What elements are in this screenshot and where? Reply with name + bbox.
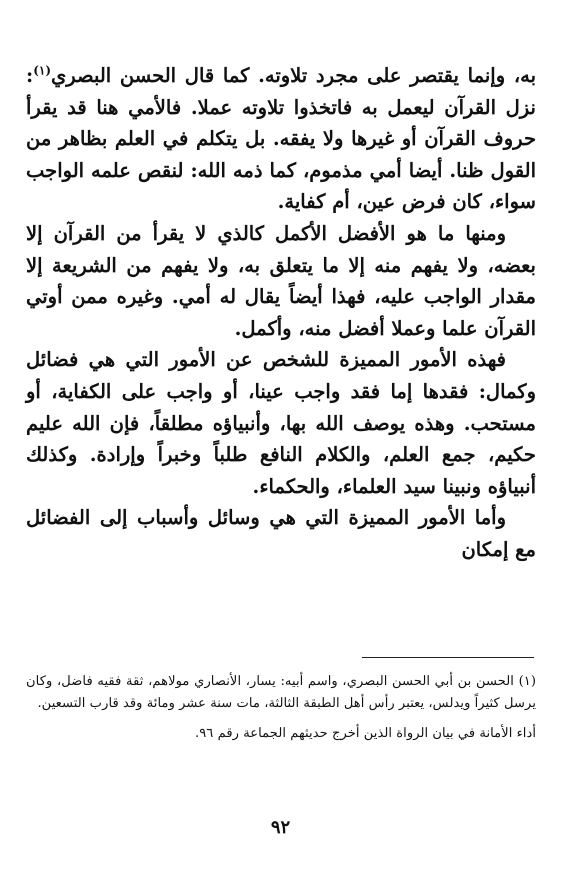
footnote-reference-1: (١) <box>33 63 52 78</box>
footnote-separator <box>362 657 534 658</box>
paragraph-2: ومنها ما هو الأفضل الأكمل كالذي لا يقرأ من القرآن إلا بعضه، ولا يفهم منه إلا ما يتعلق به، ولا يفهم من الشريعة إلا مقدار الواجب عليه، فهذا أيضاً يقال له أمي. وغيره ممن أوتي القرآن علما وعملا أفضل منه، وأكمل. <box>26 221 536 340</box>
footnote-1: (١) الحسن بن أبي الحسن البصري، واسم أبيه: يسار، الأنصاري مولاهم، ثقة فقيه فاضل، وكان يرسل كثيراً ويدلس، يعتبر رأس أهل الطبقة الثالثة، مات سنة عشر ومائة وقد قارب التسعين. <box>26 674 536 711</box>
paragraph-1-part-a: به، وإنما يقتصر على مجرد تلاوته. كما قال الحسن البصري <box>51 64 536 87</box>
paragraph-3: فهذه الأمور المميزة للشخص عن الأمور التي هي فضائل وكمال: فقدها إما فقد واجب عينا، أو واجب على الكفاية، أو مستحب. وهذه يوصف الله بها، وأنبياؤه مطلقاً، فإن الله عليم حكيم، جمع العلم، والكلام النافع طلباً وخبراً وإرادة. وكذلك أنبياؤه ونبينا سيد العلماء، والحكماء. <box>26 348 536 498</box>
main-text <box>26 60 536 566</box>
paragraph-1 <box>26 60 536 218</box>
footnotes <box>26 671 536 745</box>
page-number: ٩٢ <box>270 817 291 838</box>
paragraph-4: وأما الأمور المميزة التي هي وسائل وأسباب إلى الفضائل مع إمكان <box>26 506 536 561</box>
paragraph-1-part-b: : نزل القرآن ليعمل به فاتخذوا تلاوته عملا. فالأمي هنا قد يقرأ حروف القرآن أو غيرها ولا يفقه. بل يتكلم في العلم بظاهر من القول ظنا. أيضا أمي مذموم، كما ذمه الله: لنقص علمه الواجب سواء، كان فرض عين، أم كفاية. <box>26 64 536 214</box>
footnote-source: أداء الأمانة في بيان الرواة الذين أخرج حديثهم الجماعة رقم ٩٦. <box>195 726 536 741</box>
